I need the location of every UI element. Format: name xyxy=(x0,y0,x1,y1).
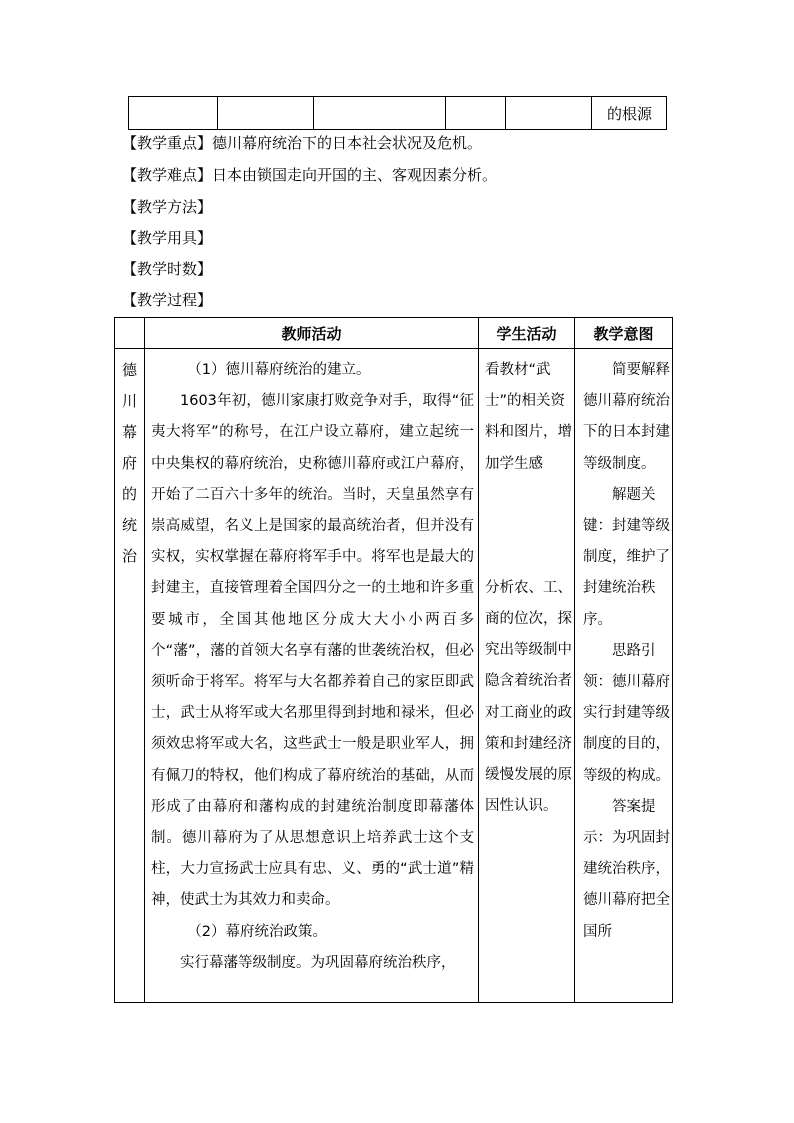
top-table xyxy=(128,96,667,130)
table-cell: 的根源 xyxy=(592,97,667,130)
teacher-paragraph: （1）德川幕府统治的建立。 xyxy=(187,362,371,378)
table-cell xyxy=(129,97,218,130)
topic-char: 府 xyxy=(121,454,137,472)
teaching-focus-label: 【教学重点】 xyxy=(122,134,213,152)
teaching-process-label: 【教学过程】 xyxy=(122,291,213,309)
teaching-difficulty xyxy=(122,165,497,185)
student-paragraph: 看教材“武士”的相关资料和图片，增加学生感 xyxy=(485,362,572,472)
table-cell xyxy=(314,97,446,130)
teaching-hours-label: 【教学时数】 xyxy=(122,260,213,278)
teaching-focus xyxy=(122,133,482,153)
table-row xyxy=(129,97,667,130)
teaching-difficulty-text: 日本由锁国走向开国的主、客观因素分析。 xyxy=(212,166,498,184)
intent-paragraph: 简要解释德川幕府统治下的日本封建等级制度。 xyxy=(583,362,670,472)
student-paragraph: 分析农、工、商的位次，探究出等级制中隐含着统治者对工商业的政策和封建经济缓慢发展的原因性认识。 xyxy=(485,579,572,815)
topic-char: 的 xyxy=(121,485,137,503)
intent-paragraph: 解题关键：封建等级制度，维护了封建统治秩序。 xyxy=(583,486,670,628)
teaching-focus-text: 德川幕府统治下的日本社会状况及危机。 xyxy=(212,134,483,152)
header-teaching-intent: 教学意图 xyxy=(575,318,673,349)
topic-char: 统 xyxy=(121,516,137,534)
topic-char: 治 xyxy=(121,547,137,565)
teaching-method-label: 【教学方法】 xyxy=(122,198,213,216)
topic-char: 幕 xyxy=(121,423,137,441)
teacher-paragraph: 1603年初，德川家康打败竞争对手，取得“征夷大将军”的称号，在江户设立幕府，建立起统一中央集权的幕府统治，史称德川幕府或江户幕府，开始了二百六十多年的统治。当时，天皇虽然享有崇高威望，名义上是国家的最高统治者，但并没有实权，实权掌握在幕府将军手中。将军也是最大的封建主，直接管理着全国四分之一的土地和许多重要城市，全国其他地区分成大大小小两百多个“藩”，藩的首领大名享有藩的世袭统治权，但必须听命于将军。将军与大名都养着自己的家臣即武士，武士从将军或大名那里得到封地和禄米，但必须效忠将军或大名，这些武士一般是职业军人，拥有佩刀的特权，他们构成了幕府统治的基础，从而形成了由幕府和藩构成的封建统治制度即幕藩体制。德川幕府为了从思想意识上培养武士这个支柱，大力宣扬武士应具有忠、义、勇的“武士道”精神，使武士为其效力和卖命。 xyxy=(151,393,474,909)
spacer xyxy=(485,480,572,573)
topic-char: 德 xyxy=(121,361,137,379)
teacher-activity-cell xyxy=(145,349,479,1003)
teacher-paragraph: （2）幕府统治政策。 xyxy=(187,923,327,940)
student-activity-cell xyxy=(479,349,575,1003)
table-cell xyxy=(446,97,506,130)
topic-cell xyxy=(115,349,145,1003)
header-topic xyxy=(115,318,145,349)
table-cell xyxy=(506,97,592,130)
teacher-paragraph: 实行幕藩等级制度。为巩固幕府统治秩序， xyxy=(180,954,456,971)
header-student-activity: 学生活动 xyxy=(479,318,575,349)
table-header-row xyxy=(115,318,673,349)
intent-paragraph: 思路引领：德川幕府实行封建等级制度的目的，等级的构成。 xyxy=(583,642,670,784)
table-cell xyxy=(218,97,314,130)
topic-char: 川 xyxy=(121,392,137,410)
teaching-difficulty-label: 【教学难点】 xyxy=(122,166,213,184)
lesson-table xyxy=(114,317,673,1003)
teaching-intent-cell xyxy=(575,349,673,1003)
table-row xyxy=(115,349,673,1003)
teaching-tools-label: 【教学用具】 xyxy=(122,229,213,247)
header-teacher-activity: 教师活动 xyxy=(145,318,479,349)
intent-paragraph: 答案提示：为巩固封建统治秩序，德川幕府把全国所 xyxy=(583,798,670,940)
